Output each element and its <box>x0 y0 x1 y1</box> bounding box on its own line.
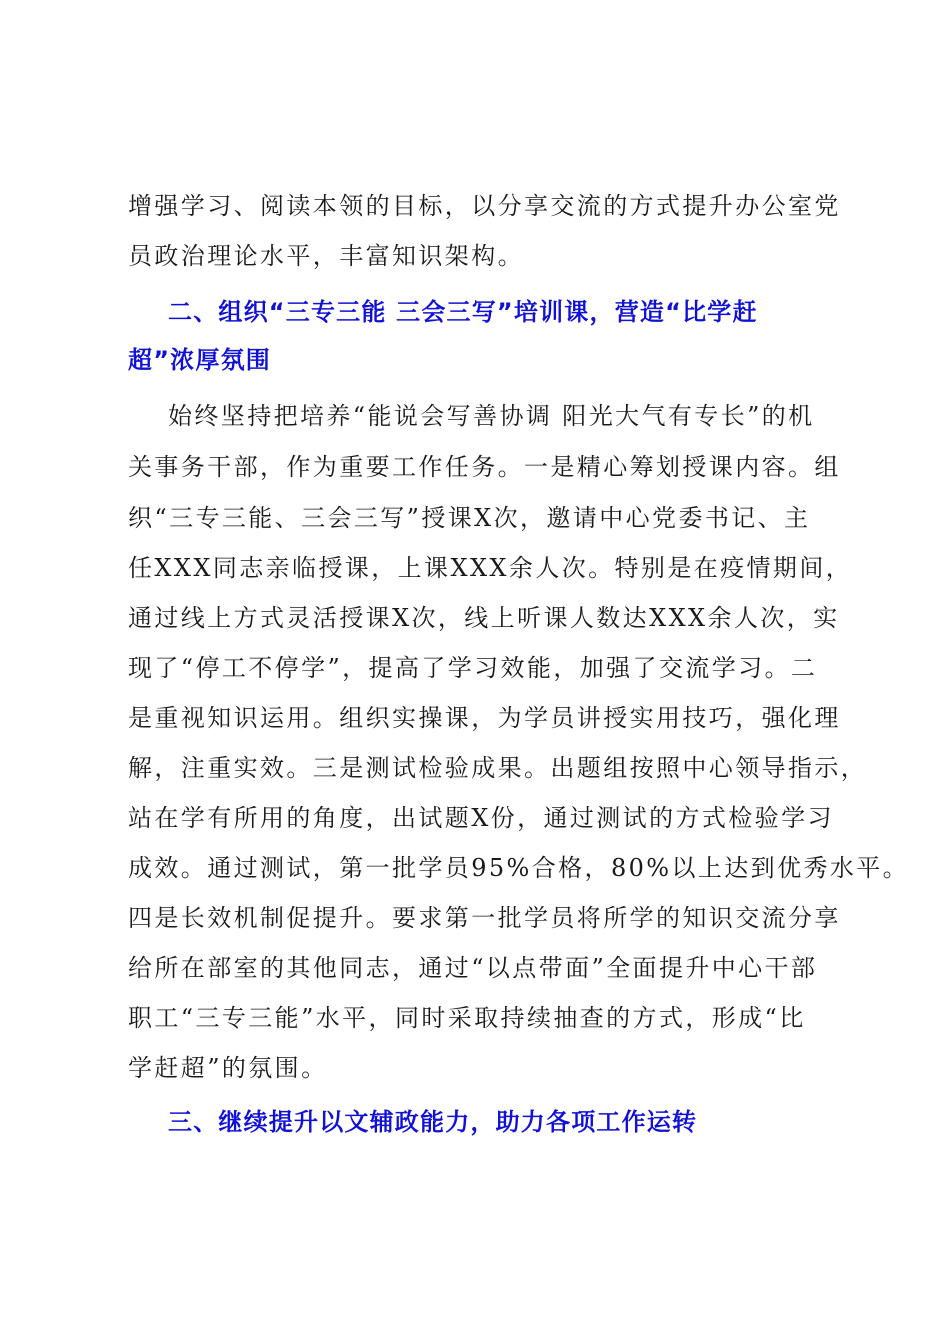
section-two-body-line-2: 关事务干部，作为重要工作任务。一是精心筹划授课内容。组 <box>128 453 841 481</box>
section-two-body-line-14: 学赶超”的氛围。 <box>128 1054 328 1082</box>
section-two-body-line-5: 通过线上方式灵活授课X次，线上听课人数达XXX余人次，实 <box>128 604 840 632</box>
section-two-body-line-13: 职工“三专三能”水平，同时采取持续抽查的方式，形成“比 <box>128 1004 806 1032</box>
section-two-body-line-10: 成效。通过测试，第一批学员95%合格，80%以上达到优秀水平。 <box>128 854 910 882</box>
section-two-heading-line-1: 二、组织“三专三能 三会三写”培训课，营造“比学赶 <box>168 298 758 326</box>
section-two-body-line-4: 任XXX同志亲临授课，上课XXX余人次。特别是在疫情期间， <box>128 554 853 582</box>
intro-line-2: 员政治理论水平，丰富知识架构。 <box>128 242 524 270</box>
section-two-body-line-11: 四是长效机制促提升。要求第一批学员将所学的知识交流分享 <box>128 904 841 932</box>
section-two-body-line-1: 始终坚持把培养“能说会写善协调 阳光大气有专长”的机 <box>168 402 815 430</box>
section-two-body-line-8: 解，注重实效。三是测试检验成果。出题组按照中心领导指示， <box>128 754 868 782</box>
section-two-body-line-7: 是重视知识运用。组织实操课，为学员讲授实用技巧，强化理 <box>128 704 841 732</box>
section-two-body-line-9: 站在学有所用的角度，出试题X份，通过测试的方式检验学习 <box>128 804 834 832</box>
section-two-body-line-12: 给所在部室的其他同志，通过“以点带面”全面提升中心干部 <box>128 954 818 982</box>
section-two-body-line-3: 织“三专三能、三会三写”授课X次，邀请中心党委书记、主 <box>128 504 811 532</box>
section-two-heading-line-2: 超”浓厚氛围 <box>128 346 271 374</box>
intro-line-1: 增强学习、阅读本领的目标，以分享交流的方式提升办公室党 <box>128 192 841 220</box>
section-three-heading: 三、继续提升以文辅政能力，助力各项工作运转 <box>168 1108 698 1136</box>
section-two-body-line-6: 现了“停工不停学”，提高了学习效能，加强了交流学习。二 <box>128 654 818 682</box>
